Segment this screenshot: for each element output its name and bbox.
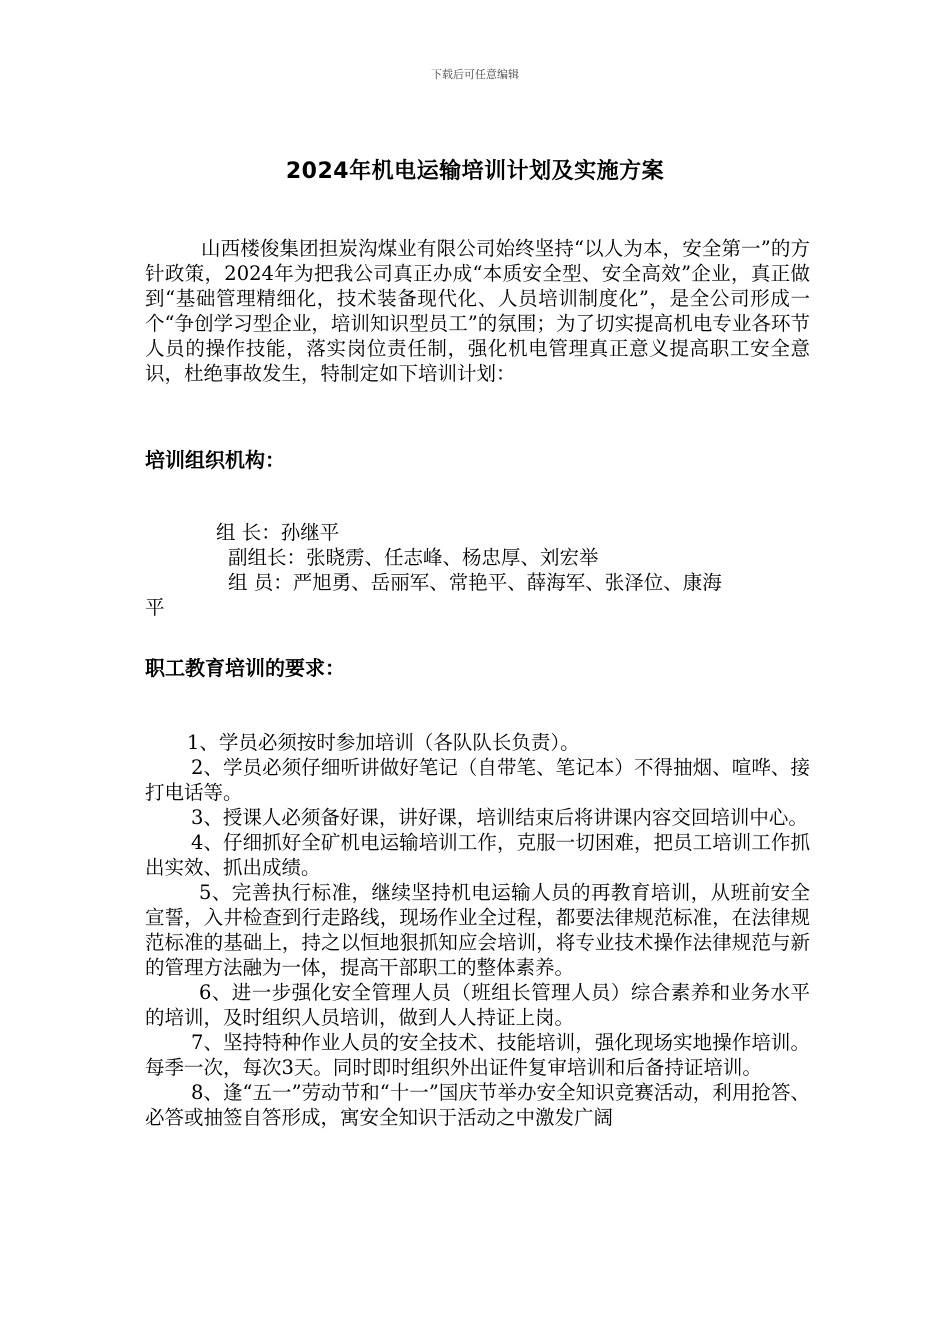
list-item: 6、进一步强化安全管理人员（班组长管理人员）综合素养和业务水平的培训，及时组织人员培训，做到人人持证上岗。 [145,981,810,1029]
list-item: 2、学员必须仔细听讲做好笔记（自带笔、笔记本）不得抽烟、喧哗、接打电话等。 [145,756,810,804]
intro-paragraph: 山西楼俊集团担炭沟煤业有限公司始终坚持“以人为本，安全第一”的方针政策，2024年为把我公司真正办成“本质安全型、安全高效”企业，真正做到“基础管理精细化，技术装备现代化、人员培训制度化”，是全公司形成一个“争创学习型企业，培训知识型员工”的氛围；为了切实提高机电专业各环节人员的操作技能，落实岗位责任制，强化机电管理真正意义提高职工安全意识，杜绝事故发生，特制定如下培训计划： [145,237,810,385]
org-members: 组 员：严旭勇、岳丽军、常艳平、薛海军、张泽位、康海 [228,571,722,594]
list-item: 1、学员必须按时参加培训（各队队长负责）。 [187,731,580,754]
requirements-list [145,730,810,1130]
list-item: 4、仔细抓好全矿机电运输培训工作，克服一切困难，把员工培训工作抓出实效、抓出成绩。 [145,831,810,879]
list-item: 5、完善执行标准，继续坚持机电运输人员的再教育培训，从班前安全宣誓，入井检查到行走路线，现场作业全过程，都要法律规范标准，在法律规范标准的基础上，持之以恒地狠抓知应会培训，将专业技术操作法律规范与新的管理方法融为一体，提高干部职工的整体素养。 [145,881,810,979]
list-item: 7、坚持特种作业人员的安全技术、技能培训，强化现场实地操作培训。每季一次，每次3天。同时即时组织外出证件复审培训和后备持证培训。 [145,1031,810,1079]
org-leader: 组 长：孙继平 [216,521,340,544]
list-item: 3、授课人必须备好课，讲好课，培训结束后将讲课内容交回培训中心。 [191,806,808,829]
section-heading-organization: 培训组织机构： [145,448,285,472]
list-item: 8、逢“五一”劳动节和“十一”国庆节举办安全知识竞赛活动，利用抢答、必答或抽签自答形成，寓安全知识于活动之中激发广阔 [145,1081,810,1129]
header-note: 下载后可任意编辑 [431,68,519,81]
org-deputy: 副组长：张晓雳、任志峰、杨忠厚、刘宏举 [228,546,599,569]
org-members-continued: 平 [145,596,165,619]
document-title: 2024年机电运输培训计划及实施方案 [285,159,665,184]
section-heading-requirements: 职工教育培训的要求： [145,656,345,680]
